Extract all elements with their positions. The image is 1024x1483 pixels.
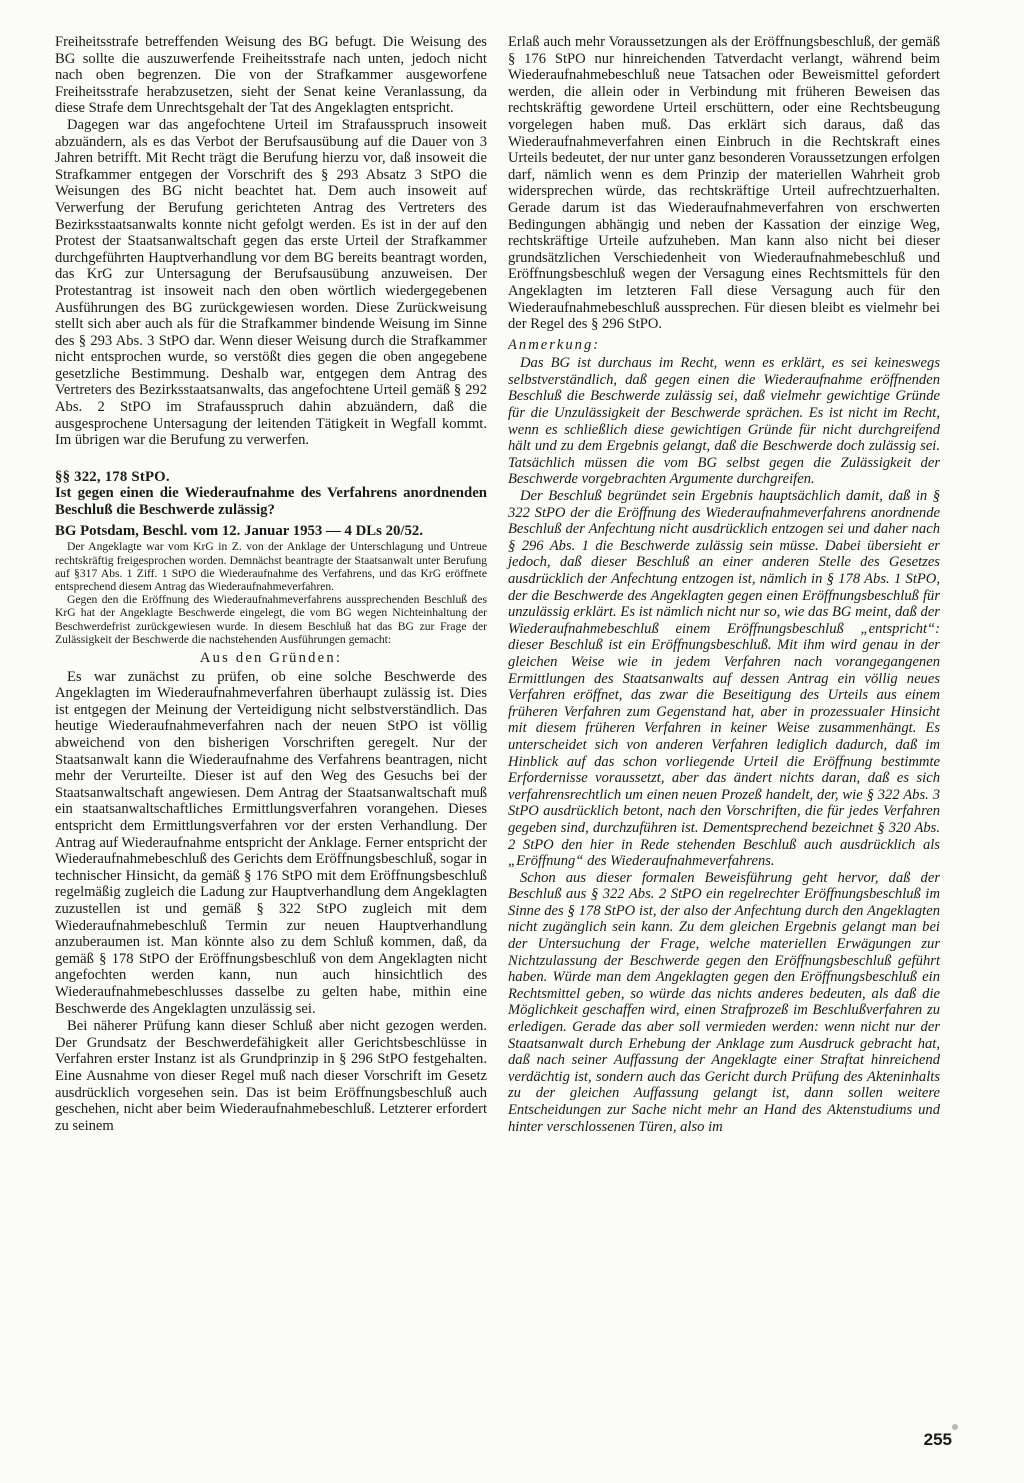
summary-paragraph: Der Angeklagte war vom KrG in Z. von der Anklage der Unterschlagung und Untreue rechtskräftig freigesprochen worden. Demnächst beantragte der Staatsanwalt unter Berufung auf §317 Abs. 1 Ziff. 1 StPO die Wiederaufnahme des Verfahrens, und das KrG eröffnete entsprechend diesem Antrag das Wiederaufnahmeverfahren. [55, 540, 487, 594]
remark-paragraph: Der Beschluß begründet sein Ergebnis hauptsächlich damit, daß in § 322 StPO der die Eröffnung des Wiederaufnahmeverfahrens anordnende Beschluß der Anfechtung nicht ausdrücklich entzogen sei und daher nach § 296 Abs. 1 die Beschwerde zulässig sein müsse. Dabei übersieht er jedoch, daß dieser Beschluß an einer anderen Stelle des Gesetzes ausdrücklich der Anfechtung entzogen ist, nämlich in § 178 Abs. 1 StPO, der die Beschwerde des Angeklagten gegen einen Eröffnungsbeschluß für unzulässig erklärt. Es ist nämlich nicht nur so, wie das BG meint, daß der Wiederaufnahmebeschluß einem Eröffnungsbeschluß „entspricht“: dieser Beschluß ist ein Eröffnungsbeschluß. Mit ihm wird genau in der gleichen Weise wie in jedem Verfahren nach vorangegangenen Ermittlungen des Staatsanwalts auf dessen Antrag ein völlig neues Verfahren eröffnet, das zwar die Beseitigung des Urteils aus einem früheren Verfahren zum Gegenstand hat, aber in prozessualer Hinsicht mit diesem früheren Verfahren in keiner Weise zusammenhängt. Es unterscheidet sich von anderen Verfahren lediglich dadurch, daß im Hinblick auf das schon vorliegende Urteil die Eröffnung bestimmte Erfordernisse voraussetzt, aber das ändert nichts daran, daß es sich verfahrensrechtlich um einen neuen Prozeß handelt, der, wie § 322 Abs. 3 StPO ausdrücklich betont, nach den Vorschriften, die für jedes Verfahren gegeben sind, durchzuführen ist. Dementsprechend bezeichnet § 320 Abs. 2 StPO den hier in Rede stehenden Beschluß auch ausdrücklich als „Eröffnung“ des Wiederaufnahmeverfahrens. [508, 488, 940, 870]
left-column [55, 34, 487, 1134]
legal-question-heading: Ist gegen einen die Wiederaufnahme des Verfahrens anordnenden Beschluß die Beschwerde zulässig? [55, 485, 487, 519]
remark-heading: Anmerkung: [508, 336, 601, 353]
paragraph: Erlaß auch mehr Voraussetzungen als der Eröffnungsbeschluß, der gemäß § 176 StPO nur hinreichenden Tatverdacht verlangt, während beim Wiederaufnahmebeschluß neue Tatsachen oder Beweismittel gefordert werden, die allein oder in Verbindung mit früheren Beweisen das rechtskräftig gewordene Urteil erschüttern, oder eine Rechtsbeugung vorgelegen haben muß. Das erklärt sich daraus, daß das Wiederaufnahmeverfahren einen Einbruch in die Rechtskraft eines Urteils bedeutet, der nur unter ganz besonderen Voraussetzungen erfolgen darf, nämlich wenn es dem Prinzip der materiellen Wahrheit grob widersprechen würde, das rechtskräftige Urteil aufrechtzuerhalten. Gerade darum ist das Wiederaufnahmeverfahren von erschwerten Bedingungen abhängig und neben der Kassation der einzige Weg, rechtskräftige Urteile aufzuheben. Man kann also nicht bei dieser grundsätzlichen Verschiedenheit von Wiederaufnahmebeschluß und Eröffnungsbeschluß wegen der Versagung eines Rechtsmittels für den Angeklagten im letzteren Fall diese Versagung auch für den Wiederaufnahmebeschluß aussprechen. Für diesen bleibt es vielmehr bei der Regel des § 296 StPO. [508, 34, 940, 333]
law-reference-heading: §§ 322, 178 StPO. [55, 468, 170, 485]
page-number: 255 [923, 1430, 952, 1449]
remark-paragraph: Das BG ist durchaus im Recht, wenn es erklärt, es sei keineswegs selbstverständlich, daß gegen einen die Wiederaufnahme eröffnenden Beschluß die Beschwerde zulässig sei, daß vielmehr gewichtige Gründe für die Unzulässigkeit der Beschwerde sprächen. Es ist nicht im Recht, wenn es schließlich diese gewichtigen Gründe für nicht durchgreifend hält und zu dem Ergebnis gelangt, daß die Beschwerde doch zulässig sei. Tatsächlich müssen die vom BG selbst gegen die Zulässigkeit der Beschwerde vorgebrachten Argumente durchgreifen. [508, 355, 940, 488]
right-column [508, 34, 940, 1135]
paragraph: Freiheitsstrafe betreffenden Weisung des BG befugt. Die Weisung des BG sollte die auszuwerfende Freiheitsstrafe nach unten, jedoch nicht nach oben begrenzen. Die von der Strafkammer ausgeworfene Freiheitsstrafe herabzusetzen, sieht der Senat keine Veranlassung, da diese Strafe dem Unrechtsgehalt der Tat des Angeklagten entspricht. [55, 34, 487, 117]
reasons-heading: Aus den Gründen: [199, 650, 343, 667]
case-summary [55, 540, 487, 646]
paragraph: Bei näherer Prüfung kann dieser Schluß aber nicht gezogen werden. Der Grundsatz der Beschwerdefähigkeit aller Gerichtsbeschlüsse in Verfahren erster Instanz ist als Grundprinzip in § 296 StPO festgehalten. Eine Ausnahme von dieser Regel muß nach dieser Vorschrift im Gesetz ausdrücklich vorgesehen sein. Das ist beim Eröffnungsbeschluß auch geschehen, nicht aber beim Wiederaufnahmebeschluß. Letzterer erfordert zu seinem [55, 1018, 487, 1134]
paragraph: Dagegen war das angefochtene Urteil im Strafausspruch insoweit abzuändern, als es das Verbot der Berufsausübung auf die Dauer von 3 Jahren betrifft. Mit Recht trägt die Berufung hierzu vor, daß insoweit die Strafkammer entgegen der Vorschrift des § 293 Absatz 3 StPO die Weisungen des BG nicht beachtet hat. Dem auch insoweit auf Verwerfung der Berufung gerichteten Antrag des Vertreters des Bezirksstaatsanwalts konnte nicht gefolgt werden. Es ist in der auf den Protest der Staatsanwaltschaft gegen das erste Urteil der Strafkammer durchgeführten Hauptverhandlung vor dem BG bereits beantragt worden, das KrG zur Untersagung der Berufsausübung anzuweisen. Der Protestantrag ist insoweit nach den oben wörtlich wiedergegebenen Ausführungen des BG zurückgewiesen worden. Diese Zurückweisung stellt sich aber auch als für die Strafkammer bindende Weisung im Sinne des § 293 Abs. 3 StPO dar. Wenn dieser Weisung durch die Strafkammer nicht entsprochen wurde, so verstößt dies gegen die oben angegebene gesetzliche Bestimmung. Deshalb war, entgegen dem Antrag des Vertreters des Bezirksstaatsanwalts, das angefochtene Urteil gemäß § 292 Abs. 2 StPO im Strafausspruch dahin abzuändern, daß die ausgesprochene Untersagung der leitenden Tätigkeit in Wegfall kommt. Im übrigen war die Berufung zu verwerfen. [55, 116, 487, 449]
summary-paragraph: Gegen den die Eröffnung des Wiederaufnahmeverfahrens aussprechenden Beschluß des KrG hat der Angeklagte Beschwerde eingelegt, die vom BG wegen Nichteinhaltung der Beschwerdefrist zurückgewiesen wurde. In diesem Beschluß hat das BG zur Frage der Zulässigkeit der Beschwerde die nachstehenden Ausführungen gemacht: [55, 593, 487, 646]
remark-paragraph: Schon aus dieser formalen Beweisführung geht hervor, daß der Beschluß aus § 322 Abs. 2 StPO ein regelrechter Eröffnungsbeschluß im Sinne des § 178 StPO ist, der also der Anfechtung durch den Angeklagten nicht zugänglich sein kann. Zu dem gleichen Ergebnis gelangt man bei der Untersuchung der Frage, welche materiellen Erwägungen zur Nichtzulassung der Beschwerde gegen den Eröffnungsbeschluß geführt haben. Würde man dem Angeklagten gegen den Eröffnungsbeschluß ein Rechtsmittel geben, so würde das nichts anderes bedeuten, als daß die Möglichkeit geschaffen wird, einen Strafprozeß im Beschlußverfahren zu erledigen. Gerade das aber soll vermieden werden: wenn nicht nur der Staatsanwalt durch Erhebung der Anklage zum Ausdruck gebracht hat, daß nach seiner Auffassung der Angeklagte einer Straftat hinreichend verdächtig ist, sondern auch das Gericht durch Prüfung des Akteninhalts zu der gleichen Auffassung gelangt ist, dann sollen weitere Entscheidungen zur Sache nicht mehr an Hand des Aktenstudiums und hinter verschlossenen Türen, also im [508, 869, 940, 1135]
paragraph: Es war zunächst zu prüfen, ob eine solche Beschwerde des Angeklagten im Wiederaufnahmeverfahren überhaupt zulässig ist. Dies ist entgegen der Meinung der Verteidigung nicht selbstverständlich. Das heutige Wiederaufnahmeverfahren nach der neuen StPO ist völlig abweichend von den bisherigen Vorschriften geregelt. Nur der Staatsanwalt kann die Wiederaufnahme des Verfahrens beantragen, nicht mehr der Verurteilte. Dieser ist auf den Weg des Gesuchs bei der Staatsanwaltschaft angewiesen. Dem Antrag der Staatsanwaltschaft muß ein staatsanwaltschaftliches Ermittlungsverfahren vorangehen. Dieses entspricht dem Ermittlungsverfahren vor der ersten Verhandlung. Der Antrag auf Wiederaufnahme entspricht der Anklage. Ferner entspricht der Wiederaufnahmebeschluß des Gerichts dem Eröffnungsbeschluß, sogar in technischer Hinsicht, da gemäß § 176 StPO mit dem Eröffnungsbeschluß regelmäßig zugleich die Ladung zur Hauptverhandlung dem Angeklagten zuzustellen ist und gemäß § 322 StPO zugleich mit dem Wiederaufnahmebeschluß Termin zur neuen Hauptverhandlung anzuberaumen ist. Man könnte also zu dem Schluß kommen, daß, da gemäß § 178 StPO der Eröffnungsbeschluß von dem Angeklagten nicht angefochten werden kann, nun auch hinsichtlich des Wiederaufnahmebeschlusses dasselbe zu gelten habe, mithin eine Beschwerde des Angeklagten unzulässig sei. [55, 668, 487, 1017]
print-speck-icon [952, 1424, 958, 1430]
court-citation: BG Potsdam, Beschl. vom 12. Januar 1953 — 4 DLs 20/52. [55, 523, 424, 540]
